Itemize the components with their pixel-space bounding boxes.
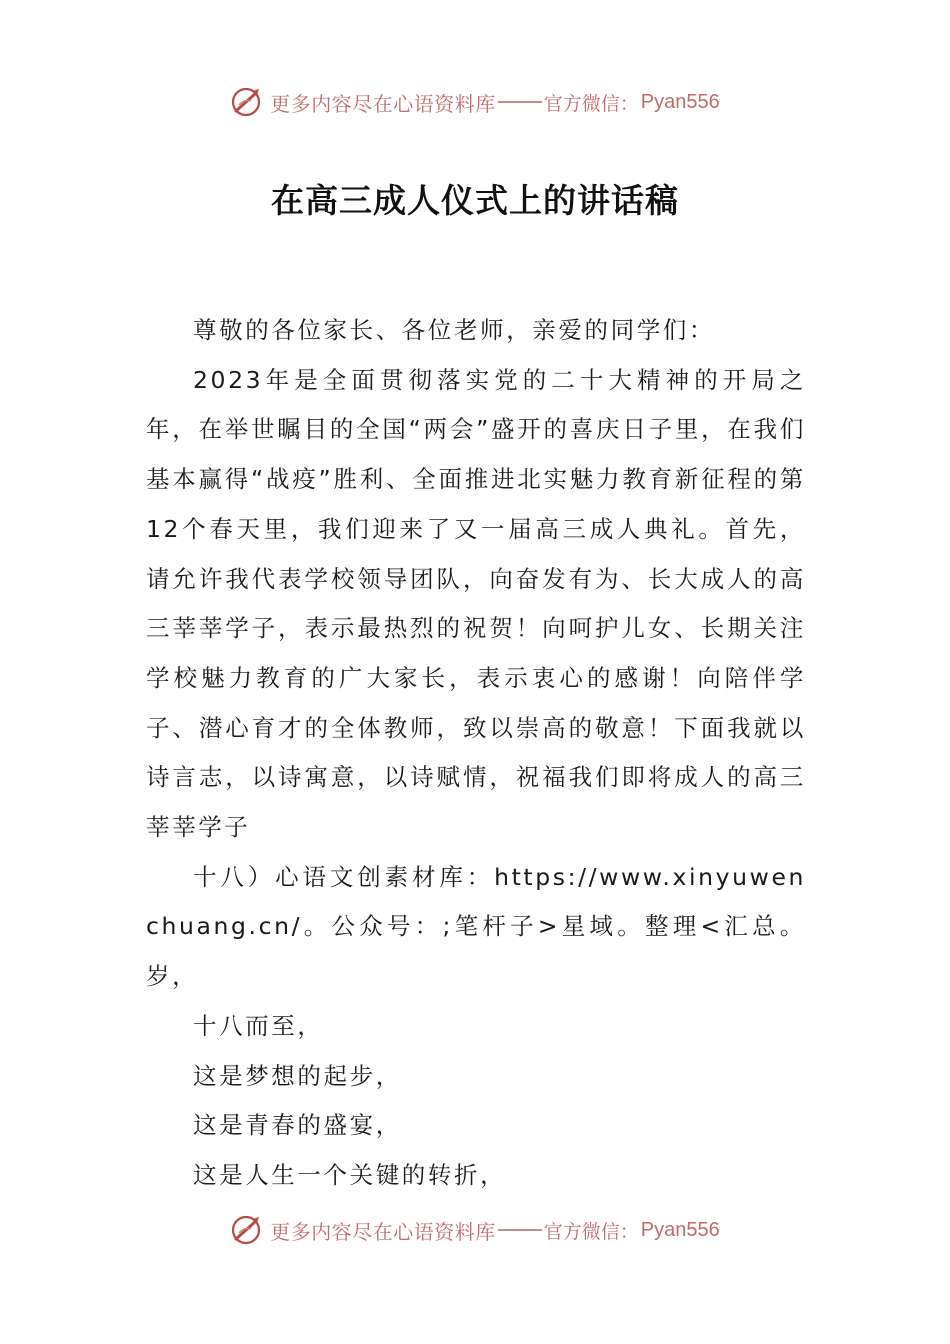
poem-line: 这是青春的盛宴， bbox=[193, 1111, 402, 1140]
banner-wechat-id: Pyan556 bbox=[640, 90, 720, 113]
banner-divider bbox=[498, 101, 542, 103]
paragraph-greeting: 尊敬的各位家长、各位老师，亲爱的同学们： bbox=[193, 316, 715, 344]
banner-divider bbox=[498, 1229, 542, 1231]
banner-slogan: 更多内容尽在心语资料库 bbox=[270, 91, 496, 116]
document-title: 在高三成人仪式上的讲话稿 bbox=[271, 181, 679, 220]
banner-wechat-label: 官方微信： bbox=[543, 92, 639, 115]
pen-logo-icon bbox=[230, 85, 264, 119]
poem-line: 这是梦想的起步， bbox=[193, 1061, 402, 1090]
poem-line: 这是人生一个关键的转折， bbox=[193, 1160, 507, 1189]
paragraph-source-note: 十八）心语文创素材库：https://www.xinyuwenchuang.cn/。公众号：;笔杆子>星域。整理<汇总。岁， bbox=[146, 862, 806, 991]
document-body bbox=[146, 306, 806, 1201]
footer-banner bbox=[0, 1210, 950, 1250]
pen-logo-icon bbox=[230, 1213, 264, 1247]
paragraph-opening: 2023年是全面贯彻落实党的二十大精神的开局之年，在举世瞩目的全国“两会”盛开的喜庆日子里，在我们基本赢得“战疫”胜利、全面推进北实魅力教育新征程的第12个春天里，我们迎来了又一届高三成人典礼。首先，请允许我代表学校领导团队，向奋发有为、长大成人的高三莘莘学子，表示最热烈的祝贺！向呵护儿女、长期关注学校魅力教育的广大家长，表示衷心的感谢！向陪伴学子、潜心育才的全体教师，致以崇高的敬意！下面我就以诗言志，以诗寓意，以诗赋情，祝福我们即将成人的高三莘莘学子 bbox=[146, 365, 806, 842]
banner-wechat-label: 官方微信： bbox=[543, 1220, 639, 1243]
banner-slogan: 更多内容尽在心语资料库 bbox=[270, 1219, 496, 1244]
banner-wechat-id: Pyan556 bbox=[640, 1218, 720, 1241]
poem-line: 十八而至， bbox=[193, 1011, 324, 1040]
header-banner bbox=[0, 82, 950, 122]
